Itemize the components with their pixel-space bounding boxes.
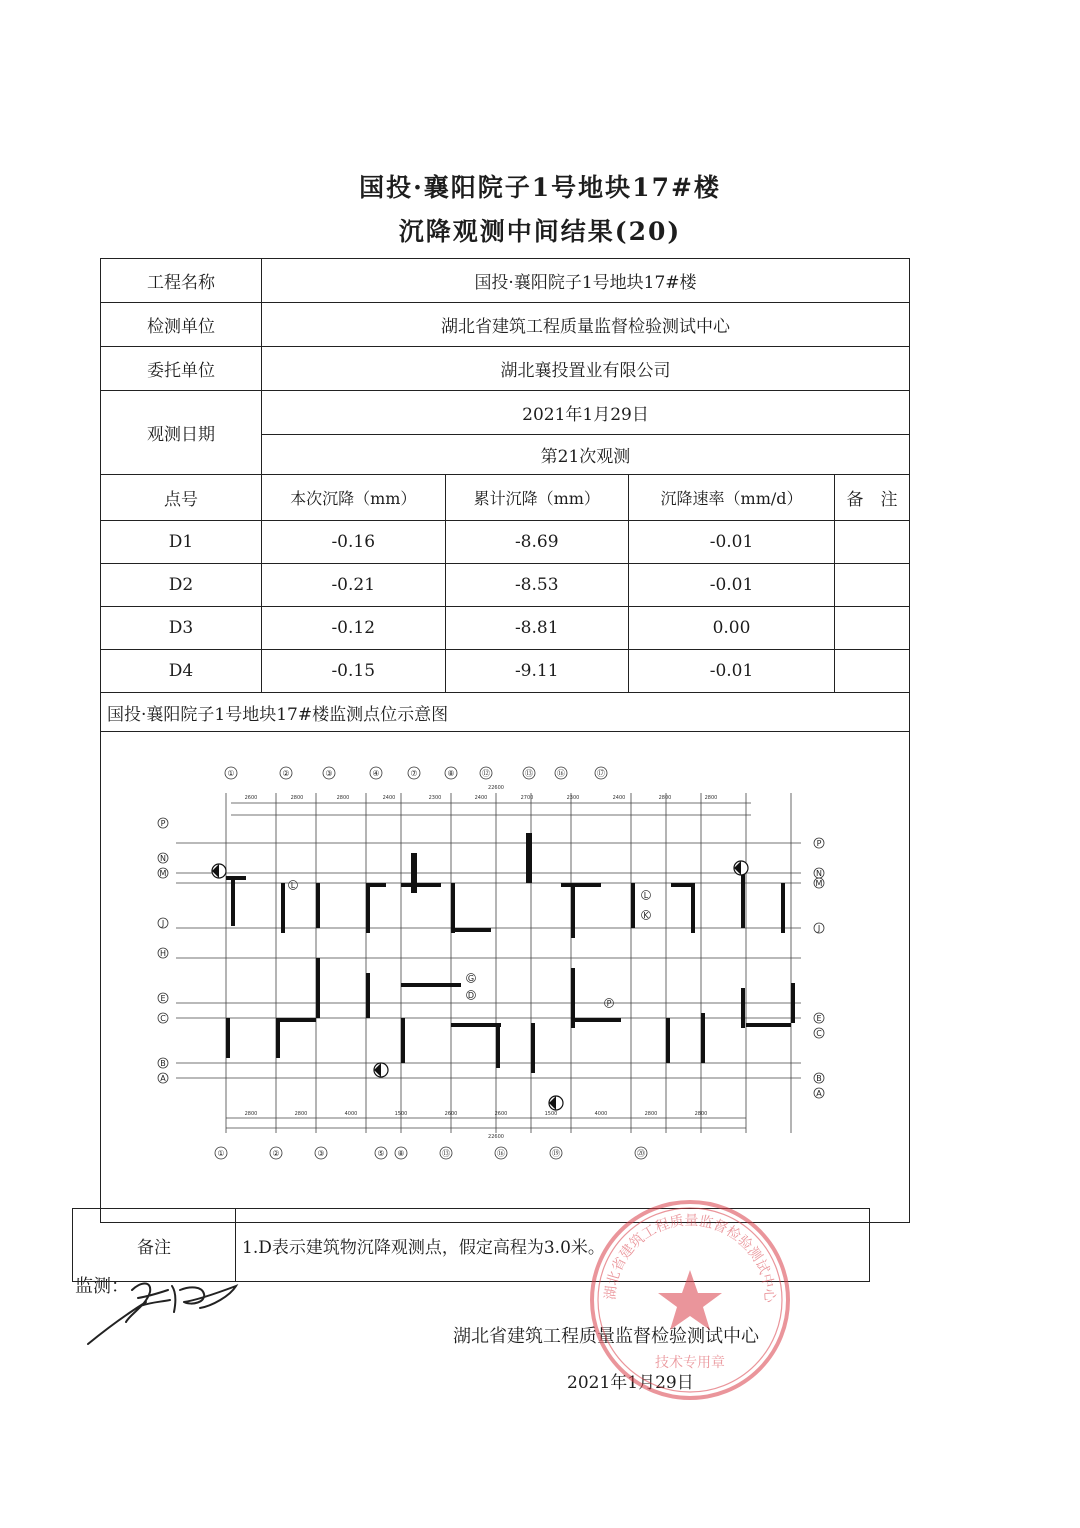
wall-segment <box>571 883 575 938</box>
settlement-table <box>100 258 910 1223</box>
dimension-text: 2300 <box>566 795 580 801</box>
axis-label: C <box>160 1014 166 1023</box>
current-cell: -0.15 <box>262 650 446 693</box>
wall-segment <box>451 928 491 932</box>
table-row <box>101 564 910 607</box>
wall-segment <box>366 883 370 933</box>
dimension-text: 2800 <box>336 795 350 801</box>
axis-label: K <box>643 911 649 920</box>
axis-label: J <box>817 924 821 933</box>
wall-segment <box>741 988 745 1028</box>
axis-label: M <box>159 869 167 878</box>
axis-label: ⑬ <box>442 1149 450 1158</box>
axis-label: ⑤ <box>377 1149 385 1158</box>
axis-label: ⑲ <box>552 1149 560 1158</box>
project-label: 工程名称 <box>101 259 262 303</box>
axis-label: ⑰ <box>597 769 605 778</box>
dimension-text: 1500 <box>394 1111 408 1117</box>
date-label: 观测日期 <box>101 391 262 475</box>
handwritten-signature <box>80 1262 250 1352</box>
point-cell: D1 <box>101 521 262 564</box>
dimension-text: 2600 <box>494 1111 508 1117</box>
axis-label: ⑧ <box>447 769 455 778</box>
dimension-text: 2400 <box>612 795 626 801</box>
wall-segment <box>276 1018 280 1058</box>
wall-segment <box>276 1018 316 1022</box>
axis-label: M <box>815 879 823 888</box>
remark-text: 1.D表示建筑物沉降观测点，假定高程为3.0米。 <box>236 1209 870 1282</box>
wall-segment <box>281 883 285 933</box>
dimension-text: 2400 <box>474 795 488 801</box>
report-subtitle: 沉降观测中间结果(20) <box>398 217 682 246</box>
rate-cell: -0.01 <box>629 650 835 693</box>
official-seal <box>585 1195 795 1405</box>
wall-segment <box>401 883 441 887</box>
col-point-header: 点号 <box>101 475 262 521</box>
axis-label: ⑳ <box>637 1149 645 1158</box>
wall-segment <box>631 883 635 928</box>
dimension-text: 2600 <box>244 795 258 801</box>
wall-segment <box>741 868 745 928</box>
axis-label: ⑧ <box>397 1149 405 1158</box>
rate-cell: -0.01 <box>629 521 835 564</box>
wall-segment <box>316 958 320 1018</box>
dimension-text: 1500 <box>544 1111 558 1117</box>
dimension-text: 4000 <box>344 1111 358 1117</box>
cumulative-cell: -9.11 <box>445 650 629 693</box>
point-cell: D2 <box>101 564 262 607</box>
col-current-header: 本次沉降（mm） <box>262 475 446 521</box>
axis-label: J <box>161 919 165 928</box>
table-row <box>101 521 910 564</box>
date-value: 2021年1月29日 <box>262 391 910 435</box>
wall-segment <box>691 883 695 933</box>
current-cell: -0.12 <box>262 607 446 650</box>
axis-label: H <box>159 949 167 958</box>
wall-segment <box>231 876 235 926</box>
col-cumulative-header: 累计沉降（mm） <box>445 475 629 521</box>
axis-label: A <box>816 1089 822 1098</box>
dimension-text: 2300 <box>428 795 442 801</box>
dimension-text: 2800 <box>694 1111 708 1117</box>
wall-segment <box>701 1013 705 1063</box>
round-value: 第21次观测 <box>262 435 910 475</box>
signature-label: 监测： <box>75 1276 129 1297</box>
axis-label: A <box>160 1074 166 1083</box>
axis-label: ② <box>272 1149 280 1158</box>
axis-label: ① <box>227 769 235 778</box>
wall-segment <box>666 1018 670 1063</box>
wall-segment <box>316 883 320 928</box>
dimension-text: 2800 <box>704 795 718 801</box>
wall-segment <box>561 883 601 887</box>
svg-text:技术专用章: 技术专用章 <box>655 1355 725 1371</box>
dimension-text: 2800 <box>294 1111 308 1117</box>
wall-segment <box>401 983 461 987</box>
cumulative-cell: -8.53 <box>445 564 629 607</box>
note-cell <box>835 650 910 693</box>
wall-segment <box>451 1023 501 1027</box>
axis-label: C <box>816 1029 822 1038</box>
cumulative-cell: -8.81 <box>445 607 629 650</box>
wall-segment <box>781 883 785 933</box>
sign-date: 2021年1月29日 <box>567 1373 694 1393</box>
current-cell: -0.21 <box>262 564 446 607</box>
wall-segment <box>571 1018 621 1022</box>
axis-label: ⑯ <box>497 1149 505 1158</box>
axis-label: G <box>467 974 475 983</box>
point-cell: D4 <box>101 650 262 693</box>
axis-label: L <box>643 891 649 900</box>
axis-label: B <box>816 1074 822 1083</box>
wall-segment <box>671 883 691 887</box>
axis-label: E <box>160 994 166 1003</box>
point-cell: D3 <box>101 607 262 650</box>
dimension-total: 22600 <box>488 1134 504 1140</box>
inspector-label: 检测单位 <box>101 303 262 347</box>
rate-cell: -0.01 <box>629 564 835 607</box>
note-cell <box>835 564 910 607</box>
dimension-text: 2600 <box>444 1111 458 1117</box>
svg-text:湖北省建筑工程质量监督检验测试中心: 湖北省建筑工程质量监督检验测试中心 <box>602 1212 778 1304</box>
wall-segment <box>226 876 246 880</box>
dimension-text: 2700 <box>520 795 534 801</box>
axis-label: B <box>160 1059 166 1068</box>
wall-segment <box>451 883 455 933</box>
org-name: 湖北省建筑工程质量监督检验测试中心 <box>453 1326 759 1347</box>
client-label: 委托单位 <box>101 347 262 391</box>
note-cell <box>835 521 910 564</box>
axis-label: P <box>606 999 612 1008</box>
dimension-total: 22600 <box>488 785 504 791</box>
table-row <box>101 650 910 693</box>
plan-caption: 国投·襄阳院子1号地块17#楼监测点位示意图 <box>101 693 910 732</box>
axis-label: P <box>816 839 822 848</box>
axis-label: ① <box>217 1149 225 1158</box>
wall-segment <box>366 973 370 1018</box>
table-row <box>101 607 910 650</box>
axis-label: ⑦ <box>410 769 418 778</box>
remark-label: 备注 <box>73 1209 236 1282</box>
cumulative-cell: -8.69 <box>445 521 629 564</box>
wall-segment <box>401 1018 405 1063</box>
wall-segment <box>791 983 795 1023</box>
dimension-text: 2800 <box>658 795 672 801</box>
axis-label: E <box>816 1014 822 1023</box>
client-value: 湖北襄投置业有限公司 <box>262 347 910 391</box>
axis-label: ③ <box>317 1149 325 1158</box>
axis-label: P <box>160 819 166 828</box>
wall-segment <box>531 1023 535 1073</box>
dimension-text: 2400 <box>382 795 396 801</box>
rate-cell: 0.00 <box>629 607 835 650</box>
floor-plan-drawing <box>101 733 906 1221</box>
axis-label: L <box>290 881 296 890</box>
current-cell: -0.16 <box>262 521 446 564</box>
plan-drawing-cell <box>101 732 910 1223</box>
dimension-text: 2800 <box>644 1111 658 1117</box>
axis-label: D <box>467 991 475 1000</box>
axis-label: ⑫ <box>482 769 490 778</box>
report-title: 国投·襄阳院子1号地块17#楼 <box>359 173 721 202</box>
axis-label: ③ <box>325 769 333 778</box>
axis-label: ② <box>282 769 290 778</box>
wall-segment <box>496 1023 500 1068</box>
wall-segment <box>746 1023 791 1027</box>
col-note-header: 备 注 <box>835 475 910 521</box>
axis-label: ④ <box>372 769 380 778</box>
axis-label: N <box>160 854 166 863</box>
dimension-text: 2800 <box>244 1111 258 1117</box>
wall-segment <box>526 833 532 883</box>
axis-label: N <box>816 869 822 878</box>
wall-segment <box>226 1018 230 1058</box>
col-rate-header: 沉降速率（mm/d） <box>629 475 835 521</box>
note-cell <box>835 607 910 650</box>
axis-label: ⑯ <box>557 769 565 778</box>
dimension-text: 2800 <box>290 795 304 801</box>
dimension-text: 4000 <box>594 1111 608 1117</box>
project-value: 国投·襄阳院子1号地块17#楼 <box>262 259 910 303</box>
inspector-value: 湖北省建筑工程质量监督检验测试中心 <box>262 303 910 347</box>
axis-label: ⑬ <box>525 769 533 778</box>
